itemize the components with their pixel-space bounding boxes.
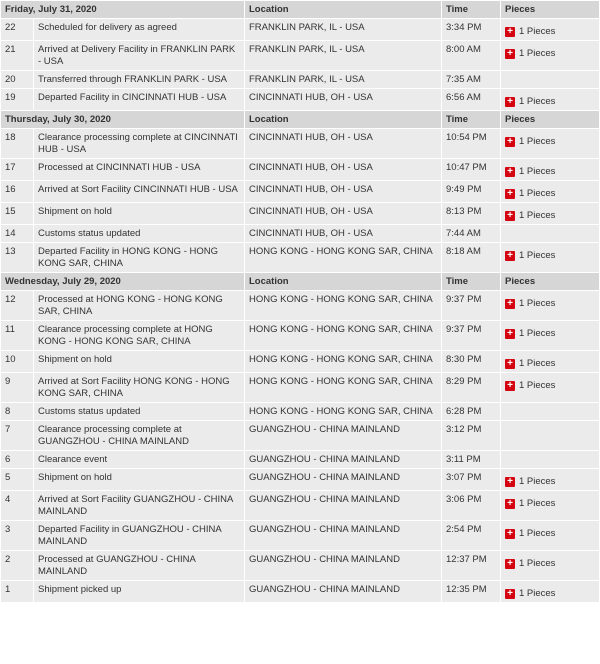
event-time: 3:12 PM xyxy=(442,421,500,450)
pieces-label: 1 Pieces xyxy=(519,498,556,509)
location-column-header: Location xyxy=(245,273,441,290)
pieces-label: 1 Pieces xyxy=(519,188,556,199)
event-row xyxy=(1,521,599,550)
pieces-label: 1 Pieces xyxy=(519,26,556,37)
event-row xyxy=(1,451,599,468)
event-location: CINCINNATI HUB, OH - USA xyxy=(245,181,441,202)
event-pieces-cell xyxy=(501,403,599,420)
event-description: Departed Facility in HONG KONG - HONG KONG SAR, CHINA xyxy=(34,243,244,272)
expand-plus-icon[interactable]: + xyxy=(505,251,515,261)
event-pieces-cell xyxy=(501,469,599,490)
event-pieces-cell xyxy=(501,491,599,520)
event-number: 17 xyxy=(1,159,33,180)
event-time: 8:30 PM xyxy=(442,351,500,372)
event-row xyxy=(1,321,599,350)
pieces-label: 1 Pieces xyxy=(519,588,556,599)
event-time: 3:06 PM xyxy=(442,491,500,520)
event-pieces-cell xyxy=(501,19,599,40)
event-location: FRANKLIN PARK, IL - USA xyxy=(245,41,441,70)
pieces-toggle[interactable] xyxy=(505,96,555,108)
event-location: GUANGZHOU - CHINA MAINLAND xyxy=(245,521,441,550)
pieces-toggle[interactable] xyxy=(505,48,555,60)
event-time: 12:35 PM xyxy=(442,581,500,602)
event-number: 9 xyxy=(1,373,33,402)
expand-plus-icon[interactable]: + xyxy=(505,137,515,147)
pieces-toggle[interactable] xyxy=(505,498,555,510)
pieces-toggle[interactable] xyxy=(505,166,555,178)
event-description: Shipment picked up xyxy=(34,581,244,602)
event-row xyxy=(1,351,599,372)
event-number: 11 xyxy=(1,321,33,350)
event-description: Departed Facility in CINCINNATI HUB - USA xyxy=(34,89,244,110)
event-description: Departed Facility in GUANGZHOU - CHINA MAINLAND xyxy=(34,521,244,550)
event-time: 7:44 AM xyxy=(442,225,500,242)
event-location: CINCINNATI HUB, OH - USA xyxy=(245,159,441,180)
expand-plus-icon[interactable]: + xyxy=(505,359,515,369)
event-pieces-cell xyxy=(501,89,599,110)
expand-plus-icon[interactable]: + xyxy=(505,299,515,309)
event-row xyxy=(1,243,599,272)
event-number: 6 xyxy=(1,451,33,468)
event-location: GUANGZHOU - CHINA MAINLAND xyxy=(245,421,441,450)
event-time: 8:00 AM xyxy=(442,41,500,70)
day-date: Friday, July 31, 2020 xyxy=(1,1,244,18)
pieces-toggle[interactable] xyxy=(505,188,555,200)
pieces-column-header: Pieces xyxy=(501,111,599,128)
pieces-label: 1 Pieces xyxy=(519,166,556,177)
event-number: 1 xyxy=(1,581,33,602)
event-pieces-cell xyxy=(501,421,599,450)
event-description: Processed at CINCINNATI HUB - USA xyxy=(34,159,244,180)
event-location: GUANGZHOU - CHINA MAINLAND xyxy=(245,551,441,580)
event-pieces-cell xyxy=(501,373,599,402)
event-description: Customs status updated xyxy=(34,225,244,242)
event-number: 15 xyxy=(1,203,33,224)
event-number: 22 xyxy=(1,19,33,40)
event-pieces-cell xyxy=(501,551,599,580)
event-description: Scheduled for delivery as agreed xyxy=(34,19,244,40)
pieces-label: 1 Pieces xyxy=(519,250,556,261)
time-column-header: Time xyxy=(442,273,500,290)
event-time: 2:54 PM xyxy=(442,521,500,550)
event-location: CINCINNATI HUB, OH - USA xyxy=(245,129,441,158)
pieces-toggle[interactable] xyxy=(505,476,555,488)
event-row xyxy=(1,421,599,450)
event-number: 4 xyxy=(1,491,33,520)
pieces-toggle[interactable] xyxy=(505,588,555,600)
pieces-toggle[interactable] xyxy=(505,250,555,262)
day-date: Thursday, July 30, 2020 xyxy=(1,111,244,128)
event-description: Clearance processing complete at HONG KONG - HONG KONG SAR, CHINA xyxy=(34,321,244,350)
expand-plus-icon[interactable]: + xyxy=(505,329,515,339)
expand-plus-icon[interactable]: + xyxy=(505,529,515,539)
day-header-row xyxy=(1,1,599,18)
pieces-toggle[interactable] xyxy=(505,558,555,570)
expand-plus-icon[interactable]: + xyxy=(505,477,515,487)
event-number: 8 xyxy=(1,403,33,420)
pieces-column-header: Pieces xyxy=(501,1,599,18)
pieces-label: 1 Pieces xyxy=(519,96,556,107)
event-number: 14 xyxy=(1,225,33,242)
event-number: 12 xyxy=(1,291,33,320)
event-description: Customs status updated xyxy=(34,403,244,420)
event-time: 8:29 PM xyxy=(442,373,500,402)
event-pieces-cell xyxy=(501,129,599,158)
event-time: 12:37 PM xyxy=(442,551,500,580)
event-number: 18 xyxy=(1,129,33,158)
event-time: 3:07 PM xyxy=(442,469,500,490)
event-description: Clearance processing complete at GUANGZHOU - CHINA MAINLAND xyxy=(34,421,244,450)
event-description: Transferred through FRANKLIN PARK - USA xyxy=(34,71,244,88)
event-time: 3:34 PM xyxy=(442,19,500,40)
event-number: 13 xyxy=(1,243,33,272)
event-description: Shipment on hold xyxy=(34,203,244,224)
tracking-table-body xyxy=(1,1,599,602)
event-pieces-cell xyxy=(501,521,599,550)
location-column-header: Location xyxy=(245,111,441,128)
event-number: 10 xyxy=(1,351,33,372)
pieces-label: 1 Pieces xyxy=(519,48,556,59)
event-time: 10:47 PM xyxy=(442,159,500,180)
time-column-header: Time xyxy=(442,1,500,18)
event-description: Arrived at Sort Facility CINCINNATI HUB - USA xyxy=(34,181,244,202)
event-location: CINCINNATI HUB, OH - USA xyxy=(245,89,441,110)
pieces-label: 1 Pieces xyxy=(519,528,556,539)
event-pieces-cell xyxy=(501,203,599,224)
event-pieces-cell xyxy=(501,41,599,70)
event-time: 9:37 PM xyxy=(442,321,500,350)
event-pieces-cell xyxy=(501,581,599,602)
event-number: 7 xyxy=(1,421,33,450)
event-location: CINCINNATI HUB, OH - USA xyxy=(245,203,441,224)
event-location: HONG KONG - HONG KONG SAR, CHINA xyxy=(245,291,441,320)
expand-plus-icon[interactable]: + xyxy=(505,97,515,107)
event-row xyxy=(1,291,599,320)
event-location: FRANKLIN PARK, IL - USA xyxy=(245,19,441,40)
event-pieces-cell xyxy=(501,243,599,272)
event-row xyxy=(1,373,599,402)
pieces-label: 1 Pieces xyxy=(519,298,556,309)
event-time: 8:18 AM xyxy=(442,243,500,272)
pieces-label: 1 Pieces xyxy=(519,558,556,569)
event-pieces-cell xyxy=(501,225,599,242)
event-description: Arrived at Delivery Facility in FRANKLIN PARK - USA xyxy=(34,41,244,70)
event-number: 20 xyxy=(1,71,33,88)
event-number: 16 xyxy=(1,181,33,202)
pieces-column-header: Pieces xyxy=(501,273,599,290)
event-location: HONG KONG - HONG KONG SAR, CHINA xyxy=(245,373,441,402)
event-time: 6:28 PM xyxy=(442,403,500,420)
expand-plus-icon[interactable]: + xyxy=(505,499,515,509)
event-row xyxy=(1,19,599,40)
event-row xyxy=(1,159,599,180)
event-row xyxy=(1,89,599,110)
event-pieces-cell xyxy=(501,181,599,202)
event-location: CINCINNATI HUB, OH - USA xyxy=(245,225,441,242)
event-description: Processed at GUANGZHOU - CHINA MAINLAND xyxy=(34,551,244,580)
event-time: 10:54 PM xyxy=(442,129,500,158)
pieces-toggle[interactable] xyxy=(505,380,555,392)
event-number: 19 xyxy=(1,89,33,110)
expand-plus-icon[interactable]: + xyxy=(505,589,515,599)
event-row xyxy=(1,469,599,490)
event-row xyxy=(1,403,599,420)
event-row xyxy=(1,129,599,158)
pieces-toggle[interactable] xyxy=(505,528,555,540)
event-row xyxy=(1,41,599,70)
day-date: Wednesday, July 29, 2020 xyxy=(1,273,244,290)
day-header-row xyxy=(1,111,599,128)
event-number: 2 xyxy=(1,551,33,580)
event-time: 7:35 AM xyxy=(442,71,500,88)
event-location: HONG KONG - HONG KONG SAR, CHINA xyxy=(245,403,441,420)
event-pieces-cell xyxy=(501,291,599,320)
event-number: 3 xyxy=(1,521,33,550)
pieces-toggle[interactable] xyxy=(505,210,555,222)
event-description: Clearance processing complete at CINCINNATI HUB - USA xyxy=(34,129,244,158)
expand-plus-icon[interactable]: + xyxy=(505,27,515,37)
event-row xyxy=(1,581,599,602)
event-row xyxy=(1,225,599,242)
event-time: 9:49 PM xyxy=(442,181,500,202)
expand-plus-icon[interactable]: + xyxy=(505,211,515,221)
expand-plus-icon[interactable]: + xyxy=(505,189,515,199)
event-location: GUANGZHOU - CHINA MAINLAND xyxy=(245,469,441,490)
event-row xyxy=(1,181,599,202)
event-pieces-cell xyxy=(501,159,599,180)
event-time: 6:56 AM xyxy=(442,89,500,110)
event-pieces-cell xyxy=(501,71,599,88)
pieces-label: 1 Pieces xyxy=(519,210,556,221)
pieces-label: 1 Pieces xyxy=(519,136,556,147)
expand-plus-icon[interactable]: + xyxy=(505,167,515,177)
event-row xyxy=(1,551,599,580)
event-description: Arrived at Sort Facility GUANGZHOU - CHINA MAINLAND xyxy=(34,491,244,520)
time-column-header: Time xyxy=(442,111,500,128)
event-description: Clearance event xyxy=(34,451,244,468)
day-header-row xyxy=(1,273,599,290)
pieces-label: 1 Pieces xyxy=(519,476,556,487)
event-description: Shipment on hold xyxy=(34,469,244,490)
event-number: 21 xyxy=(1,41,33,70)
event-row xyxy=(1,491,599,520)
event-description: Shipment on hold xyxy=(34,351,244,372)
location-column-header: Location xyxy=(245,1,441,18)
event-location: HONG KONG - HONG KONG SAR, CHINA xyxy=(245,321,441,350)
event-time: 3:11 PM xyxy=(442,451,500,468)
event-time: 8:13 PM xyxy=(442,203,500,224)
pieces-toggle[interactable] xyxy=(505,358,555,370)
event-pieces-cell xyxy=(501,451,599,468)
event-row xyxy=(1,71,599,88)
event-description: Processed at HONG KONG - HONG KONG SAR, CHINA xyxy=(34,291,244,320)
event-pieces-cell xyxy=(501,351,599,372)
event-description: Arrived at Sort Facility HONG KONG - HONG KONG SAR, CHINA xyxy=(34,373,244,402)
event-time: 9:37 PM xyxy=(442,291,500,320)
event-location: GUANGZHOU - CHINA MAINLAND xyxy=(245,451,441,468)
event-location: HONG KONG - HONG KONG SAR, CHINA xyxy=(245,351,441,372)
event-row xyxy=(1,203,599,224)
pieces-label: 1 Pieces xyxy=(519,380,556,391)
event-location: FRANKLIN PARK, IL - USA xyxy=(245,71,441,88)
pieces-toggle[interactable] xyxy=(505,298,555,310)
expand-plus-icon[interactable]: + xyxy=(505,49,515,59)
event-number: 5 xyxy=(1,469,33,490)
event-location: HONG KONG - HONG KONG SAR, CHINA xyxy=(245,243,441,272)
pieces-toggle[interactable] xyxy=(505,328,555,340)
pieces-toggle[interactable] xyxy=(505,136,555,148)
expand-plus-icon[interactable]: + xyxy=(505,559,515,569)
event-location: GUANGZHOU - CHINA MAINLAND xyxy=(245,491,441,520)
pieces-label: 1 Pieces xyxy=(519,328,556,339)
pieces-label: 1 Pieces xyxy=(519,358,556,369)
pieces-toggle[interactable] xyxy=(505,26,555,38)
event-pieces-cell xyxy=(501,321,599,350)
expand-plus-icon[interactable]: + xyxy=(505,381,515,391)
event-location: GUANGZHOU - CHINA MAINLAND xyxy=(245,581,441,602)
